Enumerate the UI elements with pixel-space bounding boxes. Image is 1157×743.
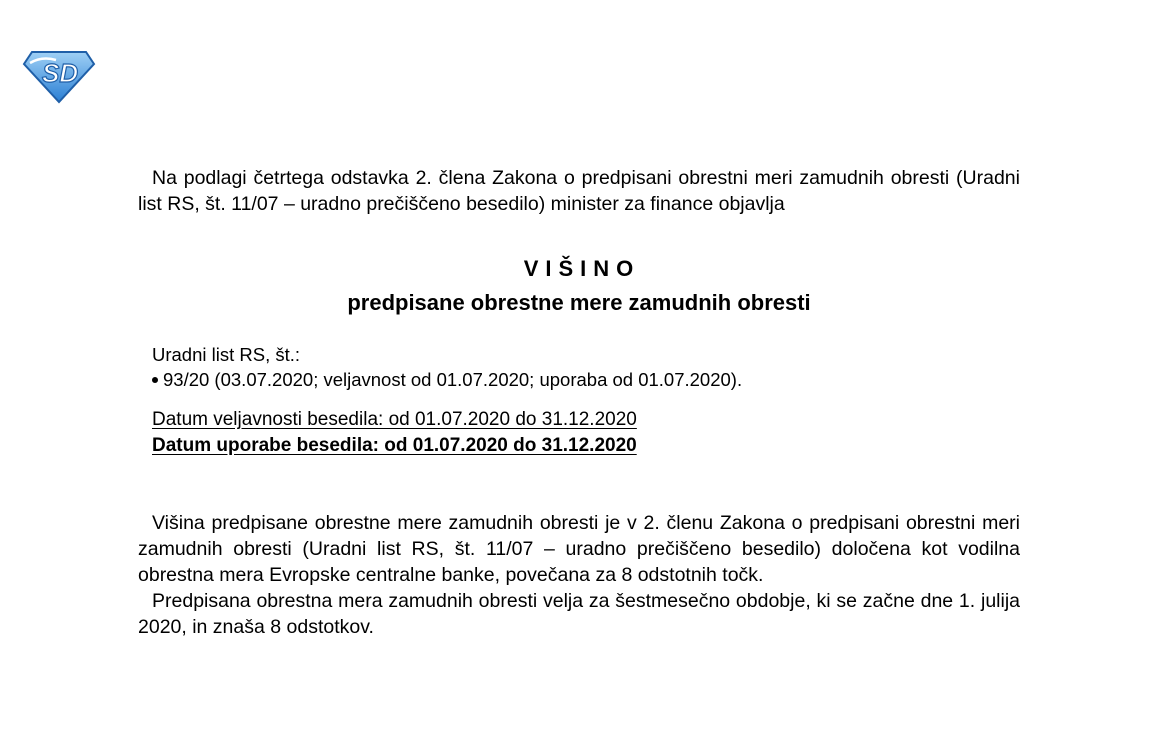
- intro-paragraph: Na podlagi četrtega odstavka 2. člena Zakona o predpisani obrestni meri zamudnih obresti (Uradni list RS, št. 11/07 – uradno prečiščeno besedilo) minister za finance objavlja: [138, 167, 1020, 215]
- gazette-entry: [152, 367, 1020, 392]
- gazette-entry-number: 93/20: [163, 369, 210, 390]
- gazette-label: Uradni list RS, št.:: [152, 344, 301, 365]
- date-info: [152, 407, 1020, 459]
- validity-date: Datum veljavnosti besedila: od 01.07.2020 do 31.12.2020: [152, 409, 637, 430]
- company-logo: [22, 48, 96, 104]
- gazette-entry-details: (03.07.2020; veljavnost od 01.07.2020; uporaba od 01.07.2020).: [209, 369, 743, 390]
- body-text: [138, 510, 1020, 640]
- document-content: [138, 165, 1020, 640]
- svg-text:SD: SD: [42, 58, 79, 88]
- body-paragraph-1: Višina predpisane obrestne mere zamudnih obresti je v 2. členu Zakona o predpisani obrestni meri zamudnih obresti (Uradni list RS, št. 11/07 – uradno prečiščeno besedilo) določena kot vodilna obrestna mera Evropske centralne banke, povečana za 8 odstotnih točk.: [138, 512, 1020, 586]
- body-paragraph-2: Predpisana obrestna mera zamudnih obresti velja za šestmesečno obdobje, ki se začne dne 1. julija 2020, in znaša 8 odstotkov.: [138, 590, 1020, 638]
- document-subtitle: predpisane obrestne mere zamudnih obresti: [347, 290, 811, 315]
- bullet-icon: [152, 377, 158, 383]
- document-title: VIŠINO: [523, 256, 641, 281]
- logo-shield-icon: [22, 48, 96, 104]
- application-date: Datum uporabe besedila: od 01.07.2020 do 31.12.2020: [152, 435, 637, 456]
- gazette-reference: [152, 342, 1020, 392]
